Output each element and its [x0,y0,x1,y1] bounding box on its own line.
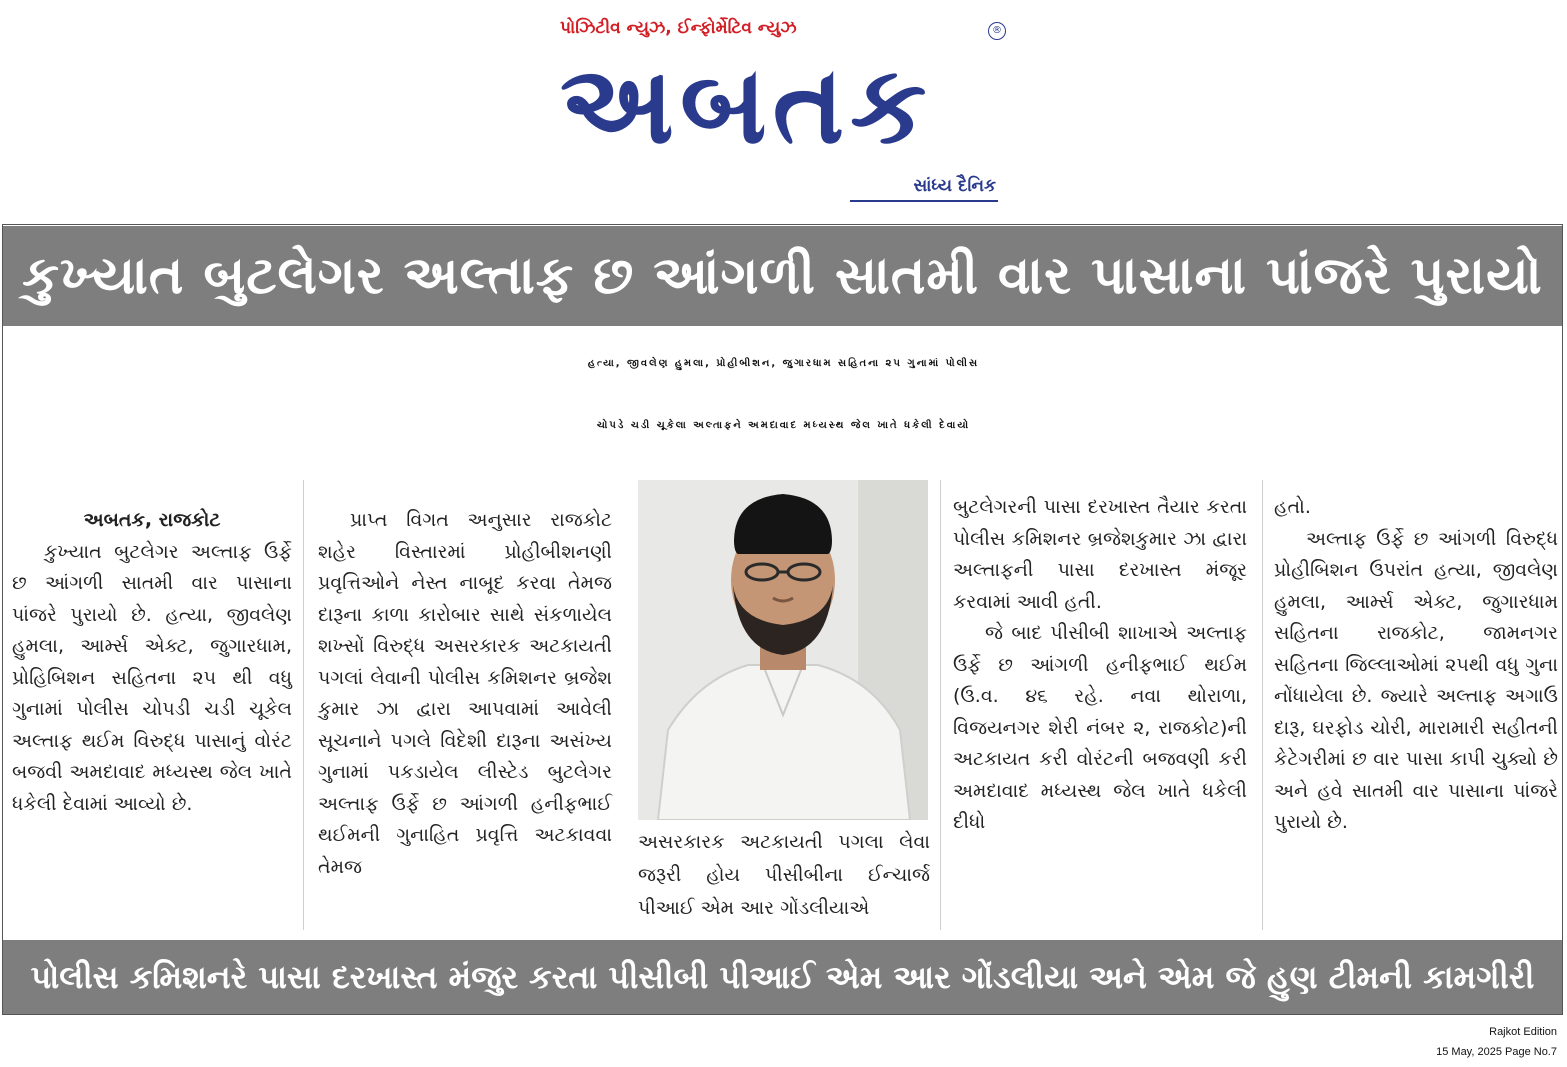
column-1-paragraph: કુખ્યાત બુટલેગર અલ્તાફ ઉર્ફે છ આંગળી સાતમી વાર પાસાના પાંજરે પુરાયો છે. હત્યા, જીવલેણ હુમલા, આર્મ્સ એક્ટ, જુગારધામ, પ્રોહિબિશન સહિતના ૨૫ થી વધુ ગુનામાં પોલીસ ચોપડી ચડી ચૂકેલ અલ્તાફ થઈમ વિરુદ્ધ પાસાનું વોરંટ બજવી અમદાવાદ મધ્યસ્થ જેલ ખાતે ધકેલી દેવામાં આવ્યો છે. [12,540,292,815]
masthead [560,18,1006,206]
article-column-5 [1274,492,1558,839]
column-divider [1262,480,1263,930]
masthead-tagline: પોઝિટીવ ન્યુઝ, ઈન્ફોર્મેટિવ ન્યુઝ [560,18,797,38]
column-5-paragraph-1: હતો. [1274,496,1311,518]
column-4-paragraph-2: જે બાદ પીસીબી શાખાએ અલ્તાફ ઉર્ફે છ આંગળી હનીફભાઈ થઈમ (ઉ.વ. ૪૬ રહે. નવા થોરાળા, વિજયનગર શેરી નંબર ૨, રાજકોટ)ની અટકાયત કરી વોરંટની બજવણી કરી અમદાવાદ મધ્યસ્થ જેલ ખાતે ધકેલી દીધો [953,622,1247,833]
article-column-1 [12,505,292,820]
subtag-underline [850,200,998,202]
article-column-2 [318,505,612,883]
headline-band [3,226,1562,326]
column-divider [940,480,941,930]
person-photo-illustration [638,480,928,820]
article-photo [638,480,928,820]
edition-info [1436,1022,1557,1062]
edition-name: Rajkot Edition [1489,1026,1557,1038]
column-4-paragraph-1: બુટલેગરની પાસા દરખાસ્ત તૈયાર કરતા પોલીસ કમિશનર બ્રજેશકુમાર ઝા દ્વારા અલ્તાફની પાસા દરખાસ્ત મંજૂર કરવામાં આવી હતી. [953,496,1247,613]
column-divider [303,480,304,930]
photo-caption: અસરકારક અટકાયતી પગલા લેવા જરૂરી હોય પીસીબીના ઈન્ચાર્જ પીઆઈ એમ આર ગોંડલીયાએ [638,831,930,919]
article-headline: કુખ્યાત બુટલેગર અલ્તાફ છ આંગળી સાતમી વાર પાસાના પાંજરે પુરાયો [22,245,1543,306]
edition-date-page: 15 May, 2025 Page No.7 [1436,1046,1557,1058]
column-2-paragraph: પ્રાપ્ત વિગત અનુસાર રાજકોટ શહેર વિસ્તારમાં પ્રોહીબીશનણી પ્રવૃત્તિઓને નેસ્ત નાબૂદ કરવા તેમજ દારૂના કાળા કારોબાર સાથે સંકળાયેલ શખ્સોં વિરુદ્ધ અસરકારક અટકાયતી પગલાં લેવાની પોલીસ કમિશનર બ્રજેશ કુમાર ઝા દ્વારા આપવામાં આવેલી સૂચનાને પગલે વિદેશી દારૂના અસંખ્ય ગુનામાં પકડાયેલ લીસ્ટેડ બુટલેગર અલ્તાફ ઉર્ફે છ આંગળી હનીફભાઈ થઈમની ગુનાહિત પ્રવૃત્તિ અટકાવવા તેમજ [318,509,612,878]
masthead-subtag: સાંધ્ય દૈનિક [913,176,996,196]
article-subheadline-2: ચોપડે ચડી ચૂકેલા અલ્તાફને અમદાવાદ મધ્યસ્થ જેલ ખાતે ધકેલી દેવાયો [596,420,971,431]
article-column-4 [953,492,1247,839]
article-subheadline-1: હત્યા, જીવલેણ હુમલા, પ્રોહીબીશન, જુગારધામ સહિતના ૨૫ ગુનામાં પોલીસ [587,358,980,369]
footer-banner [3,940,1562,1014]
column-5-paragraph-2: અલ્તાફ ઉર્ફે છ આંગળી વિરુદ્ધ પ્રોહીબિશન ઉપરાંત હત્યા, જીવલેણ હુમલા, આર્મ્સ એક્ટ, જુગારધામ સહિતના રાજકોટ, જામનગર સહિતના જિલ્લાઓમાં ૨૫થી વધુ ગુના નોંધાયેલા છે. જ્યારે અલ્તાફ અગાઉ દારૂ, ઘરફોડ ચોરી, મારામારી સહીતની કેટેગરીમાં છ વાર પાસા કાપી ચુક્યો છે અને હવે સાતમી વાર પાસાના પાંજરે પુરાયો છે. [1274,527,1558,833]
article-dateline: અબતક, રાજકોટ [83,509,221,531]
footer-banner-text: પોલીસ કમિશનરે પાસા દરખાસ્ત મંજુર કરતા પીસીબી પીઆઈ એમ આર ગોંડલીયા અને એમ જે હુણ ટીમની કામગીરી [30,957,1535,996]
newspaper-logo: અબતક [560,44,933,168]
registered-mark: ® [988,22,1006,40]
